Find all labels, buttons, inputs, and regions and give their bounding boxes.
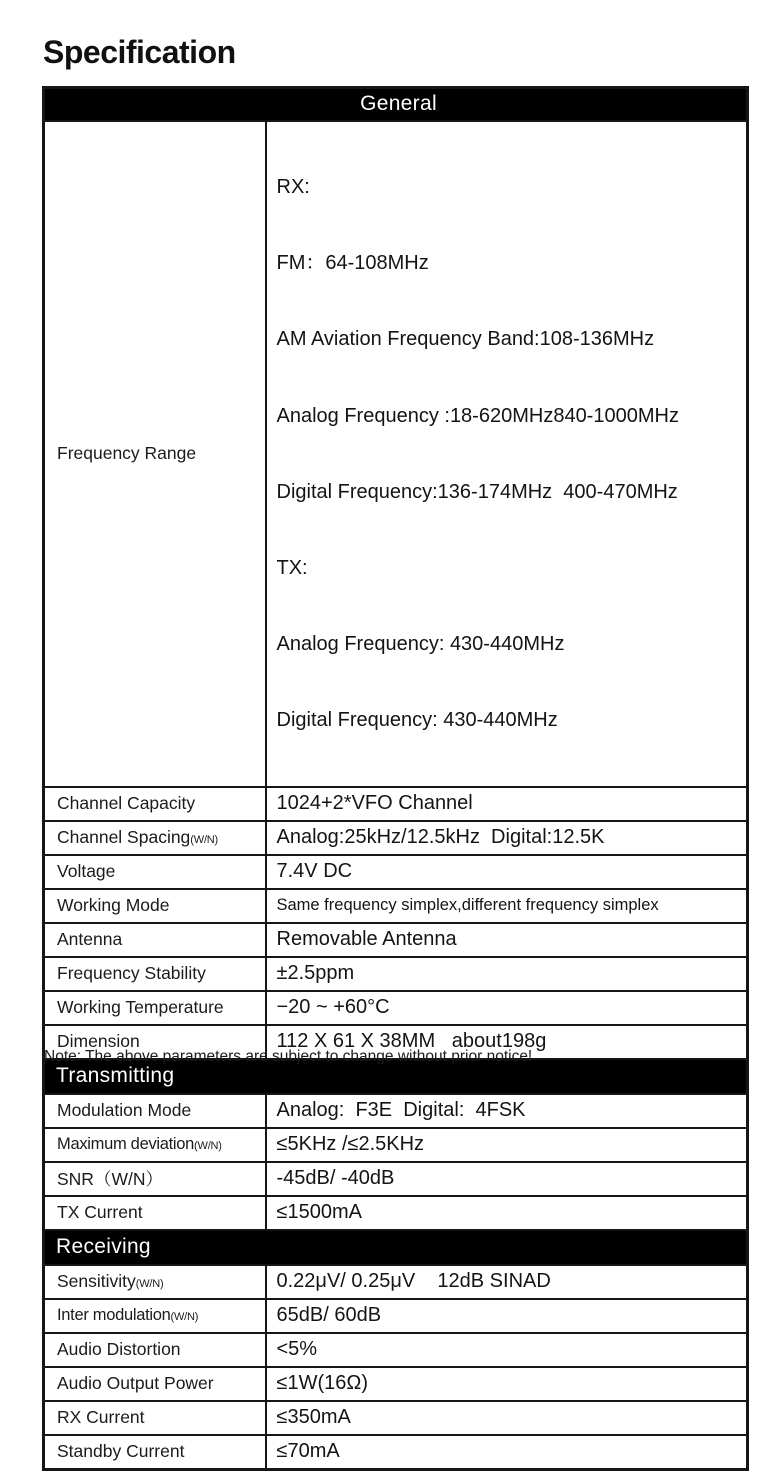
table-row-voltage xyxy=(44,855,748,889)
row-value xyxy=(266,121,748,787)
frequency-line: FM：64-108MHz xyxy=(276,252,429,275)
row-value: 1024+2*VFO Channel xyxy=(266,787,748,821)
frequency-line: Digital Frequency: 430-440MHz xyxy=(276,709,558,732)
table-row-inter-modulation xyxy=(44,1299,748,1333)
row-label: Inter modulation(W/N) xyxy=(44,1299,266,1333)
table-row-rx-current xyxy=(44,1401,748,1435)
row-value: ≤5KHz /≤2.5KHz xyxy=(266,1128,748,1162)
row-value: −20 ~ +60°C xyxy=(266,991,748,1025)
row-label: Audio Output Power xyxy=(44,1367,266,1401)
row-label: Maximum deviation(W/N) xyxy=(44,1128,266,1162)
wn-suffix: (W/N) xyxy=(190,834,219,847)
section-header-receiving xyxy=(44,1230,748,1265)
section-header-label: Receiving xyxy=(44,1230,748,1265)
row-value: 65dB/ 60dB xyxy=(266,1299,748,1333)
frequency-line: TX: xyxy=(276,557,308,580)
table-row-modulation-mode xyxy=(44,1094,748,1128)
table-row-channel-spacing xyxy=(44,821,748,855)
row-value: Removable Antenna xyxy=(266,923,748,957)
row-value: ≤350mA xyxy=(266,1401,748,1435)
row-value: ≤1W(16Ω) xyxy=(266,1367,748,1401)
row-value: Analog: F3E Digital: 4FSK xyxy=(266,1094,748,1128)
row-value: ≤1500mA xyxy=(266,1196,748,1230)
row-label: Working Temperature xyxy=(44,991,266,1025)
row-value: Analog:25kHz/12.5kHz Digital:12.5K xyxy=(266,821,748,855)
row-label: Audio Distortion xyxy=(44,1333,266,1367)
table-row-audio-output-power xyxy=(44,1367,748,1401)
row-label: Sensitivity(W/N) xyxy=(44,1265,266,1299)
row-value: 0.22μV/ 0.25μV 12dB SINAD xyxy=(266,1265,748,1299)
section-header-general xyxy=(44,88,748,122)
row-value: ≤70mA xyxy=(266,1435,748,1470)
section-header-label: General xyxy=(44,88,748,122)
row-value: 7.4V DC xyxy=(266,855,748,889)
table-row-standby-current xyxy=(44,1435,748,1470)
row-label: Working Mode xyxy=(44,889,266,923)
table-row-working-mode xyxy=(44,889,748,923)
row-label: RX Current xyxy=(44,1401,266,1435)
row-label: Channel Capacity xyxy=(44,787,266,821)
footer-note: Note: The above parameters are subject to change without prior notice! xyxy=(44,1048,533,1065)
table-row-frequency-stability xyxy=(44,957,748,991)
row-label: Antenna xyxy=(44,923,266,957)
row-label: Frequency Stability xyxy=(44,957,266,991)
row-label: Dimension xyxy=(44,1025,266,1059)
page-title: Specification xyxy=(43,34,236,70)
row-value: Same frequency simplex,different frequency simplex xyxy=(266,889,748,923)
frequency-line: AM Aviation Frequency Band:108-136MHz xyxy=(276,328,655,351)
row-label: TX Current xyxy=(44,1196,266,1230)
table-row-sensitivity xyxy=(44,1265,748,1299)
table-row-working-temperature xyxy=(44,991,748,1025)
row-value: 112 X 61 X 38MM about198g xyxy=(266,1025,748,1059)
table-row-snr xyxy=(44,1162,748,1196)
wn-suffix: (W/N) xyxy=(194,1140,222,1153)
table-row-antenna xyxy=(44,923,748,957)
row-label: SNR（W/N） xyxy=(44,1162,266,1196)
table-row-audio-distortion xyxy=(44,1333,748,1367)
wn-suffix: (W/N) xyxy=(170,1311,199,1324)
row-value: ±2.5ppm xyxy=(266,957,748,991)
row-label: Voltage xyxy=(44,855,266,889)
table-row-channel-capacity xyxy=(44,787,748,821)
table-row-maximum-deviation xyxy=(44,1128,748,1162)
section-header-label: Transmitting xyxy=(44,1059,748,1094)
frequency-line: Analog Frequency :18-620MHz840-1000MHz xyxy=(276,404,679,427)
row-value: -45dB/ -40dB xyxy=(266,1162,748,1196)
frequency-line: RX: xyxy=(276,176,310,198)
table-row-tx-current xyxy=(44,1196,748,1230)
wn-suffix: (W/N) xyxy=(135,1278,164,1291)
row-label: Modulation Mode xyxy=(44,1094,266,1128)
table-row-frequency-range xyxy=(44,121,748,787)
row-label: Channel Spacing(W/N) xyxy=(44,821,266,855)
row-value: <5% xyxy=(266,1333,748,1367)
specification-table xyxy=(42,86,749,1471)
row-label: Frequency Range xyxy=(44,121,266,787)
row-label: Standby Current xyxy=(44,1435,266,1470)
frequency-line: Analog Frequency: 430-440MHz xyxy=(276,633,565,656)
frequency-line: Digital Frequency:136-174MHz 400-470MHz xyxy=(276,480,678,503)
